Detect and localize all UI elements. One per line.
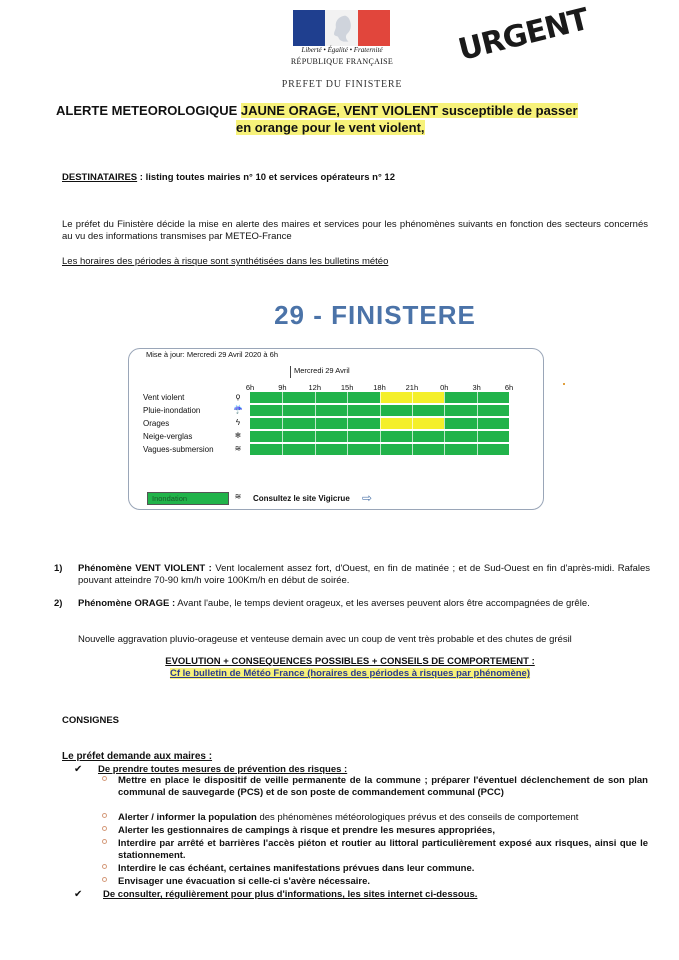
intro-paragraph: Le préfet du Finistère décide la mise en alerte des maires et services pour les phénomènes suivants en fonction des secteurs concernés au vu des informations transmises par METEO-France <box>62 219 648 242</box>
republic-name: RÉPUBLIQUE FRANÇAISE <box>290 57 394 66</box>
phenomene-number: 2) <box>54 598 63 609</box>
inondation-waves-icon: ≋ <box>228 492 247 505</box>
circle-bullet-icon <box>102 877 107 882</box>
hour-tick-label: 6h <box>245 383 255 392</box>
row-label: Pluie-inondation <box>143 406 201 415</box>
phenomene-name: Phénomène ORAGE : <box>78 598 176 609</box>
decorative-dot <box>563 383 565 385</box>
grid-line <box>315 392 316 455</box>
consigne-item-bold: Envisager une évacuation si celle-ci s'avère nécessaire. <box>118 876 371 887</box>
vigilance-grid <box>250 392 509 456</box>
phenomenon-icon: ≋ <box>234 444 242 453</box>
destinataires-text: : listing toutes mairies n° 10 et services opérateurs n° 12 <box>137 172 395 183</box>
hour-tick-label: 6h <box>504 383 514 392</box>
evolution-title: EVOLUTION + CONSEQUENCES POSSIBLES + CONSEILS DE COMPORTEMENT : <box>165 656 535 667</box>
phenomenon-icon: ϙ <box>235 392 241 401</box>
hour-tick-label: 21h <box>405 383 419 392</box>
consigne-sites[interactable]: De consulter, régulièrement pour plus d'informations, les sites internet ci-dessous. <box>103 889 478 900</box>
consigne-prevention: De prendre toutes mesures de prévention des risques : <box>98 764 348 775</box>
consigne-item-bold: Alerter les gestionnaires de campings à risque et prendre les mesures appropriées, <box>118 825 495 836</box>
consigne-item <box>118 876 648 888</box>
hour-tick-label: 15h <box>340 383 354 392</box>
consigne-item-bold: Mettre en place le dispositif de veille permanente de la commune ; préparer l'éventuel déclenchement de son plan communal de sauvegarde (PCS) et de son poste de commandement communal (PCC) <box>118 775 648 798</box>
phenomenon-icon: ☔ <box>233 405 243 414</box>
phenomenon-icon: ϟ <box>235 418 241 427</box>
alert-title-prefix: ALERTE METEOROLOGIQUE <box>56 103 241 118</box>
destinataires-label: DESTINATAIRES <box>62 172 138 183</box>
urgent-stamp: URGENT <box>455 2 592 68</box>
alert-title-highlight-2: en orange pour le vent violent, <box>236 120 425 135</box>
consigne-item <box>118 812 648 824</box>
alert-title-highlight-1: JAUNE ORAGE, VENT VIOLENT susceptible de passer <box>240 103 578 118</box>
grid-line <box>444 392 445 455</box>
check-icon: ✔ <box>74 764 83 775</box>
republic-motto: Liberté • Égalité • Fraternité <box>301 46 383 54</box>
grid-line <box>477 392 478 455</box>
grid-line <box>380 392 381 455</box>
row-label: Vagues-submersion <box>143 445 214 454</box>
circle-bullet-icon <box>102 826 107 831</box>
hour-tick-label: 9h <box>278 383 287 392</box>
marianne-profile-icon <box>330 12 355 44</box>
destinataires <box>62 172 395 183</box>
circle-bullet-icon <box>102 813 107 818</box>
grid-line <box>282 392 283 455</box>
phenomene-number: 1) <box>54 563 63 574</box>
check-icon: ✔ <box>74 889 83 900</box>
consigne-item-rest: des phénomènes météorologiques prévus et des conseils de comportement <box>256 812 579 823</box>
grid-line <box>347 392 348 455</box>
consigne-item <box>118 838 648 862</box>
phenomene-item-1 <box>54 563 650 587</box>
chart-day: Mercredi 29 Avril <box>294 366 350 375</box>
consigne-item-bold: Interdire par arrêté et barrières l'accès piéton et routier au littoral particulièrement exposé aux risques, ainsi que le stationnement. <box>118 838 648 861</box>
phenomene-text: Avant l'aube, le temps devient orageux, et les averses peuvent alors être accompagnées de grêle. <box>175 598 590 609</box>
consigne-item <box>118 863 648 875</box>
vigicrue-link[interactable]: Consultez le site Vigicrue <box>253 494 350 503</box>
phenomene-item-2 <box>54 598 650 610</box>
phenomenon-icon: ❄ <box>234 431 242 440</box>
row-label: Neige-verglas <box>143 432 193 441</box>
evolution-block <box>100 656 600 680</box>
circle-bullet-icon <box>102 864 107 869</box>
external-link-icon[interactable]: ⇨ <box>362 491 373 505</box>
consigne-item <box>118 775 648 799</box>
phenomene-name: Phénomène VENT VIOLENT : <box>78 563 212 574</box>
marianne-logo <box>293 10 390 46</box>
consignes-title: CONSIGNES <box>62 715 120 726</box>
circle-bullet-icon <box>102 776 107 781</box>
prefet-name: PREFET DU FINISTERE <box>281 79 403 90</box>
evolution-reference[interactable]: Cf le bulletin de Météo France (horaires des périodes à risques par phénomène) <box>169 668 531 679</box>
inondation-label: Inondation <box>152 494 188 503</box>
chart-update-time: Mise à jour: Mercredi 29 Avril 2020 à 6h <box>146 350 279 359</box>
consigne-item-bold: Alerter / informer la population <box>118 812 257 823</box>
hour-tick-label: 18h <box>373 383 386 392</box>
row-label: Orages <box>143 419 170 428</box>
consigne-item-bold: Interdire le cas échéant, certaines manifestations prévues dans leur commune. <box>118 863 475 874</box>
maires-heading: Le préfet demande aux maires : <box>62 751 213 762</box>
hour-tick-label: 0h <box>440 383 449 392</box>
hour-tick-label: 3h <box>472 383 481 392</box>
circle-bullet-icon <box>102 839 107 844</box>
grid-line <box>412 392 413 455</box>
aggravation-note: Nouvelle aggravation pluvio-orageuse et venteuse demain avec un coup de vent très probable et des chutes de grésil <box>78 634 572 645</box>
department-title: 29 - FINISTERE <box>274 300 476 330</box>
row-label: Vent violent <box>143 393 185 402</box>
alert-title <box>56 102 636 136</box>
hour-tick-label: 12h <box>308 383 321 392</box>
consigne-item <box>118 825 648 837</box>
phenomene-text: Vent localement assez fort, d'Ouest, en fin de matinée ; et de Sud-Ouest en fin d'après-midi. Rafales pouvant atteindre 70-90 km/h voire 100Km/h en début de soirée. <box>78 563 650 586</box>
intro-note: Les horaires des périodes à risque sont synthétisées dans les bulletins météo <box>62 256 389 267</box>
